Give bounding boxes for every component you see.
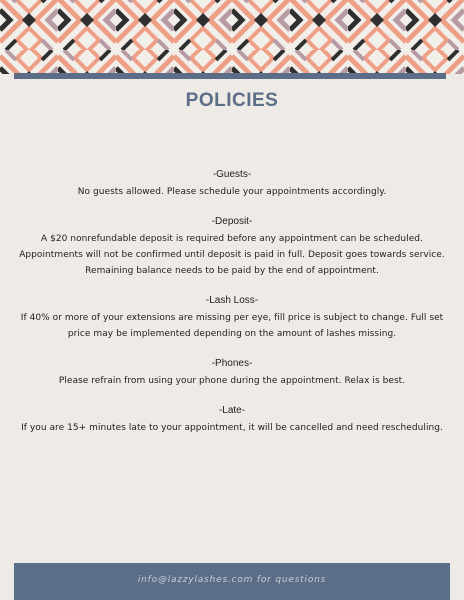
policy-text: No guests allowed. Please schedule your appointments accordingly. <box>77 187 387 197</box>
policy-heading: -Guests- <box>212 169 252 180</box>
policy-heading: -Late- <box>218 405 246 416</box>
policy-heading: -Phones- <box>211 358 253 369</box>
policy-section-late <box>18 403 446 436</box>
policy-text: A $20 nonrefundable deposit is required before any appointment can be scheduled. Appointments will not be confirmed until deposit is paid in full. Deposit goes towards service. Remaining balance needs to be paid by the end of appointment. <box>19 234 445 276</box>
policy-section-guests <box>18 167 446 200</box>
decorative-chevron-pattern <box>0 0 464 74</box>
policy-section-phones <box>18 356 446 389</box>
footer-bar <box>14 563 450 600</box>
page-title: POLICIES <box>185 90 279 111</box>
policy-heading: -Deposit- <box>211 216 253 227</box>
contact-email-text[interactable]: info@lazzylashes.com for questions <box>137 575 327 585</box>
policies-content <box>18 167 446 450</box>
policy-heading: -Lash Loss- <box>205 295 259 306</box>
policy-section-deposit <box>18 214 446 279</box>
header-divider-bar <box>14 73 446 79</box>
chevron-pattern-graphic <box>0 0 464 74</box>
policy-text: Please refrain from using your phone during the appointment. Relax is best. <box>58 376 406 386</box>
policy-text: If 40% or more of your extensions are missing per eye, fill price is subject to change. Full set price may be implemented depending on the amount of lashes missing. <box>20 313 444 339</box>
policy-section-lash-loss <box>18 293 446 342</box>
policy-text: If you are 15+ minutes late to your appointment, it will be cancelled and need rescheduling. <box>21 423 443 433</box>
